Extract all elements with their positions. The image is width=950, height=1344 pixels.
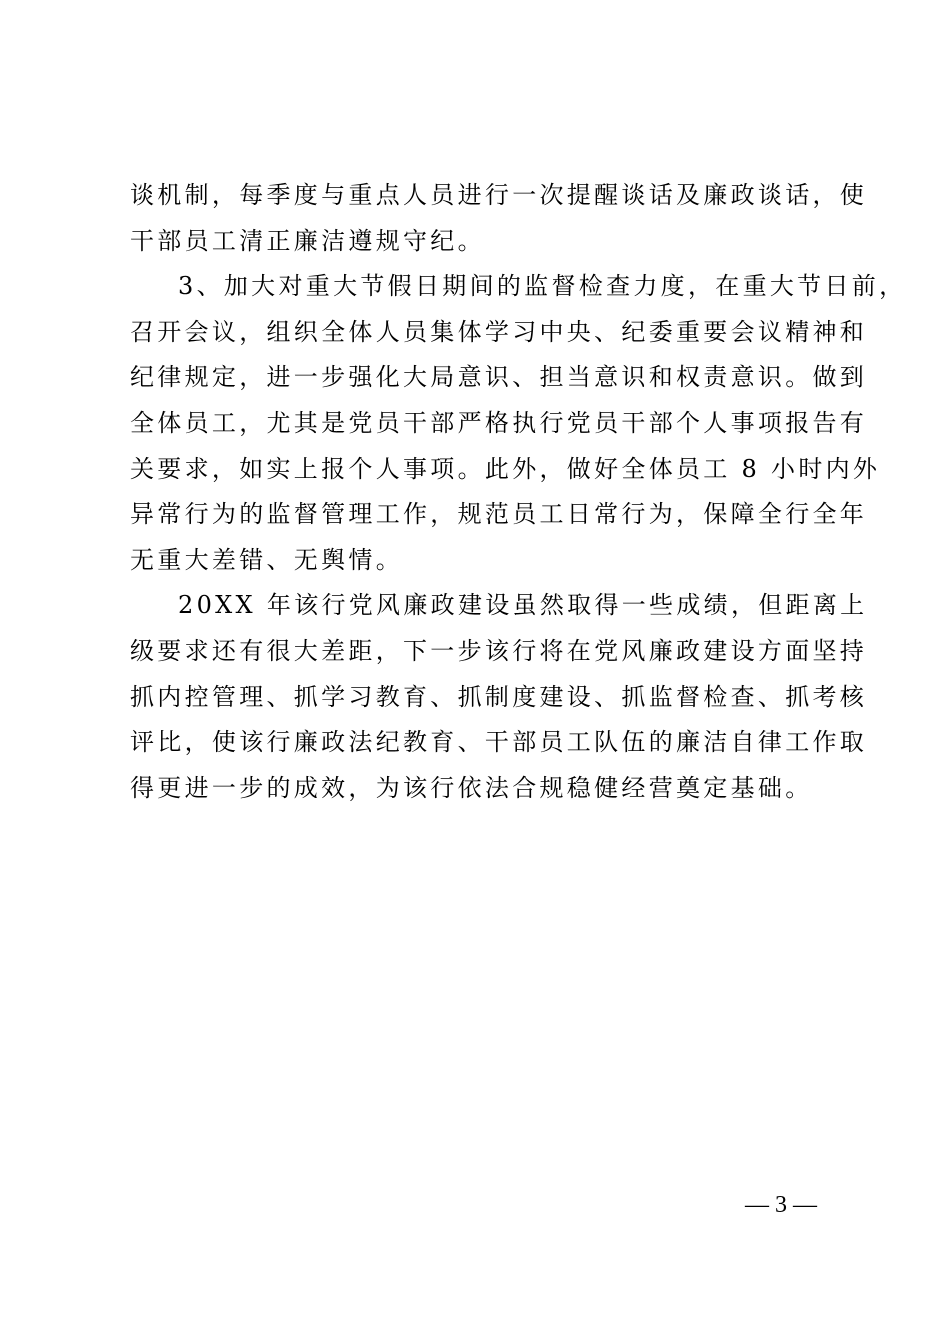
text-line: 级要求还有很大差距，下一步该行将在党风廉政建设方面坚持 [130,636,868,665]
page-number: — 3 — [745,1192,817,1218]
text-line: 20XX 年该行党风廉政建设虽然取得一些成绩，但距离上 [178,591,868,620]
text-line: 召开会议，组织全体人员集体学习中央、纪委重要会议精神和 [130,317,868,346]
paragraph-1 [130,173,868,264]
text-line: 得更进一步的成效，为该行依法合规稳健经营奠定基础。 [130,773,813,802]
text-line: 关要求，如实上报个人事项。此外，做好全体员工 8 小时内外 [130,454,881,483]
text-line: 全体员工，尤其是党员干部严格执行党员干部个人事项报告有 [130,408,868,437]
paragraph-3 [130,583,868,811]
text-line: 3、加大对重大节假日期间的监督检查力度，在重大节日前， [178,272,907,301]
text-line: 异常行为的监督管理工作，规范员工日常行为，保障全行全年 [130,500,868,529]
text-line: 谈机制，每季度与重点人员进行一次提醒谈话及廉政谈话，使 [130,181,868,209]
text-line: 干部员工清正廉洁遵规守纪。 [130,226,485,255]
paragraph-2 [130,264,907,583]
text-line: 评比，使该行廉政法纪教育、干部员工队伍的廉洁自律工作取 [130,728,868,757]
text-line: 无重大差错、无舆情。 [130,545,403,574]
document-body [130,173,907,811]
text-line: 纪律规定，进一步强化大局意识、担当意识和权责意识。做到 [130,363,868,392]
text-line: 抓内控管理、抓学习教育、抓制度建设、抓监督检查、抓考核 [130,682,868,711]
